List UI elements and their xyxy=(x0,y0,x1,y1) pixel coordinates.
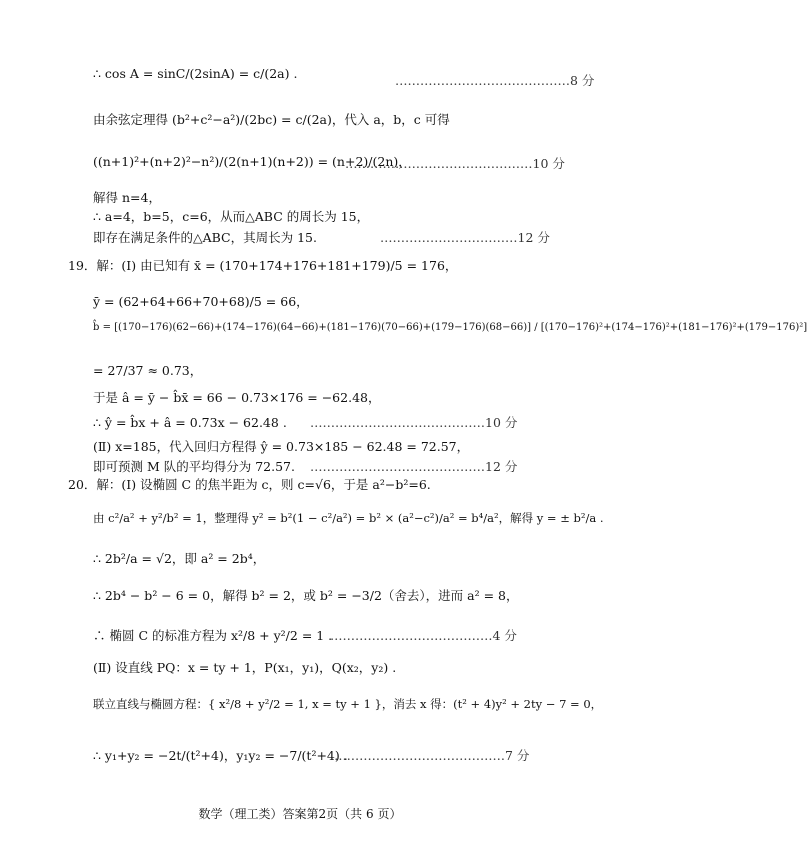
line-exists: 即存在满足条件的△ABC，其周长为 15. xyxy=(93,230,317,245)
q19-ahat: 于是 â = ȳ − b̂x̄ = 66 − 0.73×176 = −62.48， xyxy=(93,390,381,405)
line-abc: ∴ a=4，b=5，c=6，从而△ABC 的周长为 15， xyxy=(93,209,370,224)
q20-system: 联立直线与椭圆方程：{ x²/8 + y²/2 = 1, x = ty + 1 }，消去 x 得：(t² + 4)y² + 2ty − 7 = 0， xyxy=(93,697,603,711)
q20-standard: ∴ 椭圆 C 的标准方程为 x²/8 + y²/2 = 1 . xyxy=(93,628,333,643)
q19-regression: ∴ ŷ = b̂x + â = 0.73x − 62.48 . xyxy=(93,415,287,430)
line-cosine-law: 由余弦定理得 (b²+c²−a²)/(2bc) = c/(2a)，代入 a，b，c 可得 xyxy=(93,112,450,127)
q20-b-solve: ∴ 2b⁴ − b² − 6 = 0，解得 b² = 2，或 b² = −3/2（舍去），进而 a² = 8， xyxy=(93,588,519,603)
q20-focal: 20．解：(Ⅰ) 设椭圆 C 的焦半距为 c，则 c=√6，于是 a²−b²=6. xyxy=(68,477,431,492)
score-4: …………………………………4 分 xyxy=(330,628,517,643)
q20-vieta: ∴ y₁+y₂ = −2t/(t²+4)，y₁y₂ = −7/(t²+4) . xyxy=(93,748,348,763)
q19-bhat: b̂ = [(170−176)(62−66)+(174−176)(64−66)+(181−176)(70−66)+(179−176)(68−66)] / [(170−176)²+(174−176)²+(181−176)²+(179−176)²] xyxy=(93,322,807,333)
score-10a: ………………………………………10 分 xyxy=(345,156,565,171)
q19-ybar: ȳ = (62+64+66+70+68)/5 = 66， xyxy=(93,294,309,309)
score-8: ……………………………………8 分 xyxy=(395,73,595,88)
score-12b: ……………………………………12 分 xyxy=(310,459,518,474)
q20-latus: ∴ 2b²/a = √2，即 a² = 2b⁴， xyxy=(93,551,266,566)
q20-line-PQ: (Ⅱ) 设直线 PQ：x = ty + 1，P(x₁，y₁)，Q(x₂，y₂) . xyxy=(93,660,397,675)
score-7: ……………………………………7 分 xyxy=(330,748,530,763)
line-n-equation: ((n+1)²+(n+2)²−n²)/(2(n+1)(n+2)) = (n+2)/(2n)， xyxy=(93,154,411,169)
q19-conclusion: 即可预测 M 队的平均得分为 72.57. xyxy=(93,459,295,474)
q20-y-solve: 由 c²/a² + y²/b² = 1，整理得 y² = b²(1 − c²/a²) = b² × (a²−c²)/a² = b⁴/a²，解得 y = ± b²/a . xyxy=(93,511,604,525)
line-cosA: ∴ cos A = sinC/(2sinA) = c/(2a) . xyxy=(93,66,298,81)
q19-ratio: = 27/37 ≈ 0.73， xyxy=(93,363,203,378)
q19-xbar: 19．解：(Ⅰ) 由已知有 x̄ = (170+174+176+181+179)/5 = 176， xyxy=(68,258,458,273)
page-footer: 数学（理工类）答案第2页（共 6 页） xyxy=(198,807,402,821)
q19-predict: (Ⅱ) x=185，代入回归方程得 ŷ = 0.73×185 − 62.48 = 72.57， xyxy=(93,439,470,454)
score-10b: ……………………………………10 分 xyxy=(310,415,518,430)
line-n4: 解得 n=4， xyxy=(93,190,161,205)
score-12a: ……………………………12 分 xyxy=(380,230,550,245)
